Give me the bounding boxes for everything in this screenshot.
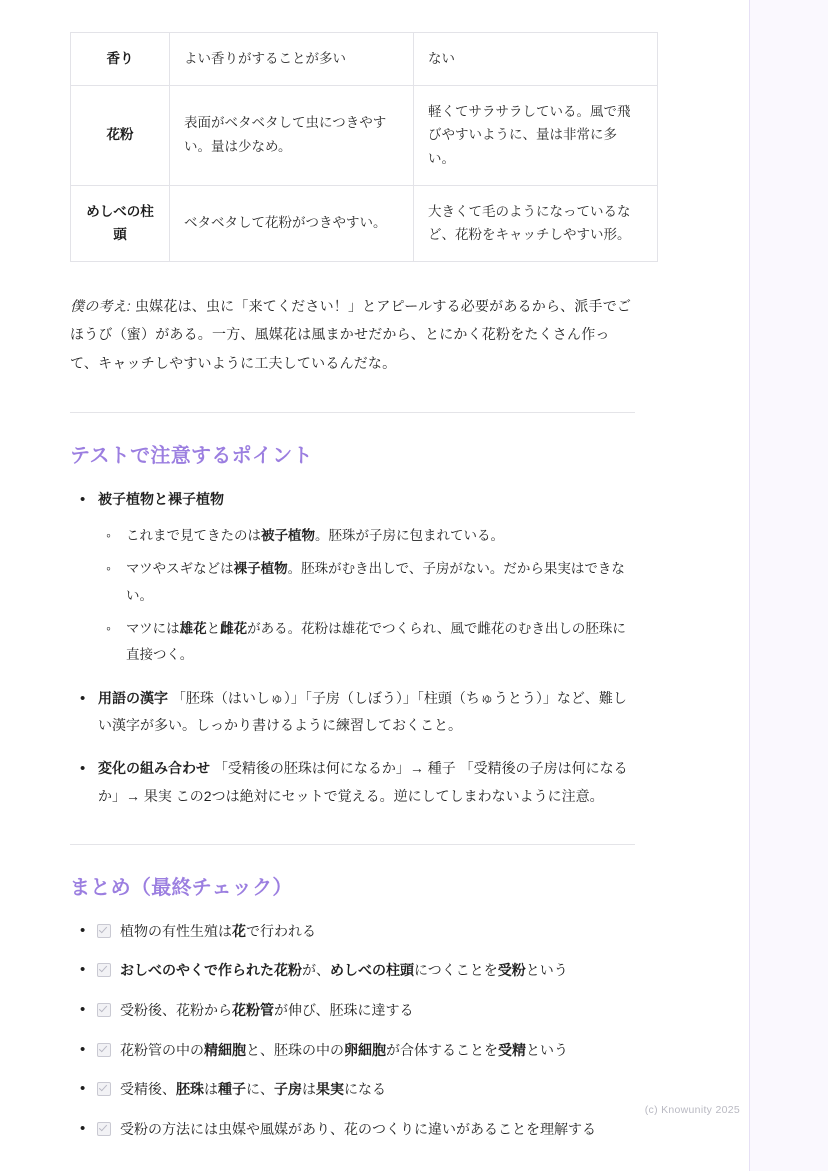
cell-scent-wind: ない <box>414 33 658 86</box>
checkbox-icon[interactable] <box>97 1122 111 1136</box>
test-point-title-1: 被子植物と裸子植物 <box>98 490 224 507</box>
test-points-list <box>70 486 635 810</box>
checkbox-icon[interactable] <box>97 1082 111 1096</box>
section-divider <box>70 412 635 413</box>
test-point-sublist-1 <box>98 523 635 669</box>
sub-text-1c-b2: 雌花 <box>220 621 248 637</box>
list-item <box>70 1076 635 1103</box>
section-divider <box>70 844 635 845</box>
document-content <box>70 0 635 1155</box>
cell-stigma-insect: ベタベタして花粉がつきやすい。 <box>170 185 414 261</box>
cell-pollen-wind: 軽くてサラサラしている。風で飛びやすいように、量は非常に多い。 <box>414 85 658 185</box>
summary-text-6: 受粉の方法には虫媒や風媒があり、花のつくりに違いがあることを理解する <box>120 1120 596 1137</box>
checkbox-icon[interactable] <box>97 1043 111 1057</box>
sub-text-1b-p1: マツやスギなどは <box>126 561 234 577</box>
list-item <box>70 1037 635 1064</box>
sub-text-1c-p1: マツには <box>126 621 180 637</box>
summary-checklist <box>70 918 635 1143</box>
cell-pollen-insect: 表面がベタベタして虫につきやすい。量は少なめ。 <box>170 85 414 185</box>
summary-text-1: 植物の有性生殖は花で行われる <box>120 922 316 939</box>
personal-note <box>70 292 635 378</box>
row-header-scent: 香り <box>71 33 170 86</box>
sub-text-1a-b1: 被子植物 <box>261 528 315 544</box>
personal-note-body: 虫媒花は、虫に「来てください！」とアピールする必要があるから、派手でごほうび（蜜）がある。一方、風媒花は風まかせだから、とにかく花粉をたくさん作って、キャッチしやすいように工夫しているんだな。 <box>70 297 632 372</box>
list-item <box>70 918 635 945</box>
list-item <box>70 1116 635 1143</box>
cell-stigma-wind: 大きくて毛のようになっているなど、花粉をキャッチしやすい形。 <box>414 185 658 261</box>
test-point-title-2: 用語の漢字 <box>98 689 168 706</box>
table-row <box>71 85 658 185</box>
list-item <box>70 685 635 740</box>
row-header-stigma: めしべの柱頭 <box>71 185 170 261</box>
cell-scent-insect: よい香りがすることが多い <box>170 33 414 86</box>
checkbox-icon[interactable] <box>97 924 111 938</box>
checkbox-icon[interactable] <box>97 1003 111 1017</box>
section-title-summary: まとめ（最終チェック） <box>70 876 293 899</box>
sub-text-1a-p1: これまで見てきたのは <box>126 528 261 544</box>
table-row <box>71 185 658 261</box>
section-title-test-points: テストで注意するポイント <box>70 444 313 467</box>
list-item <box>70 957 635 984</box>
sub-text-1a-p2: 。胚珠が子房に包まれている。 <box>315 528 504 544</box>
summary-text-2: おしべのやくで作られた花粉が、めしべの柱頭につくことを受粉という <box>120 962 568 979</box>
table-body <box>71 33 658 262</box>
list-item <box>70 997 635 1024</box>
personal-note-label: 僕の考え: <box>70 297 131 314</box>
sub-text-1c-b1: 雄花 <box>179 621 207 637</box>
row-header-pollen: 花粉 <box>71 85 170 185</box>
table-row <box>71 33 658 86</box>
list-item <box>98 616 635 669</box>
list-item <box>70 486 635 669</box>
checkbox-icon[interactable] <box>97 963 111 977</box>
test-point-title-3: 変化の組み合わせ <box>98 760 210 777</box>
test-point-text-3: 「受精後の胚珠は何になるか」→ 種子 「受精後の子房は何になるか」→ 果実 この2つは絶対にセットで覚える。逆にしてしまわないように注意。 <box>98 760 628 804</box>
test-point-text-2: 「胚珠（はいしゅ）」「子房（しぼう）」「柱頭（ちゅうとう）」など、難しい漢字が多い。しっかり書けるように練習しておくこと。 <box>98 689 627 733</box>
summary-text-5: 受精後、胚珠は種子に、子房は果実になる <box>120 1081 386 1098</box>
list-item <box>70 755 635 810</box>
summary-text-3: 受粉後、花粉から花粉管が伸び、胚珠に達する <box>120 1002 414 1019</box>
page-right-margin-rail <box>749 0 828 1171</box>
pollination-comparison-table <box>70 32 658 262</box>
sub-text-1b-p2: 。胚珠がむき出しで、子房がない。だから果実はできない。 <box>126 561 625 603</box>
summary-text-4: 花粉管の中の精細胞と、胚珠の中の卵細胞が合体することを受精という <box>120 1041 568 1058</box>
footer-copyright: (c) Knowunity 2025 <box>644 1104 740 1116</box>
sub-text-1c-p2: と <box>206 621 221 637</box>
sub-text-1b-b1: 裸子植物 <box>233 561 288 577</box>
list-item <box>98 556 635 609</box>
sub-text-1c-p3: がある。花粉は雄花でつくられ、風で雌花のむき出しの胚珠に直接つく。 <box>126 621 626 663</box>
list-item <box>98 523 635 549</box>
